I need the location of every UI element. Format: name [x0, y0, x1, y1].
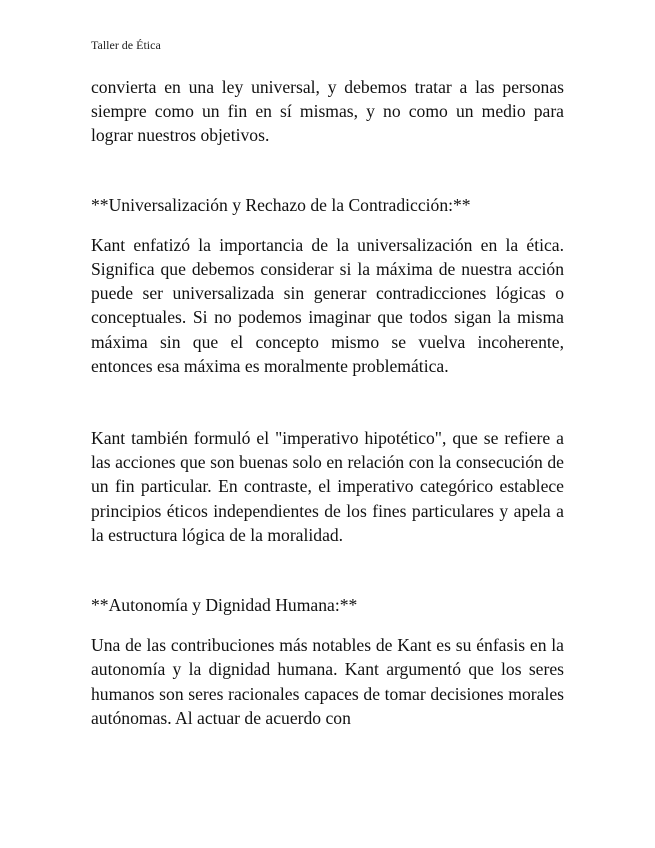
paragraph-autonomia: Una de las contribuciones más notables de Kant es su énfasis en la autonomía y la dignidad humana. Kant argumentó que los seres humanos son seres racionales capaces de tomar decisiones morales autónomas. Al actuar de acuerdo con [91, 635, 564, 728]
paragraph-imperativo-hipotetico: Kant también formuló el "imperativo hipotético", que se refiere a las acciones que son buenas solo en relación con la consecución de un fin particular. En contraste, el imperativo categórico establece principios éticos independientes de los fines particulares y apela a la estructura lógica de la moralidad. [91, 428, 564, 545]
running-header: Taller de Ética [91, 38, 161, 52]
paragraph-continuation: convierta en una ley universal, y debemos tratar a las personas siempre como un fin en sí mismas, y no como un medio para lograr nuestros objetivos. [91, 77, 564, 146]
section-heading-universalizacion: **Universalización y Rechazo de la Contradicción:** [91, 194, 471, 215]
section-heading-autonomia: **Autonomía y Dignidad Humana:** [91, 595, 358, 616]
body-text [91, 75, 564, 730]
paragraph-universalizacion: Kant enfatizó la importancia de la universalización en la ética. Significa que debemos considerar si la máxima de nuestra acción puede ser universalizada sin generar contradicciones lógicas o conceptuales. Si no podemos imaginar que todos sigan la misma máxima sin que el concepto mismo se vuelva incoherente, entonces esa máxima es moralmente problemática. [91, 234, 564, 376]
